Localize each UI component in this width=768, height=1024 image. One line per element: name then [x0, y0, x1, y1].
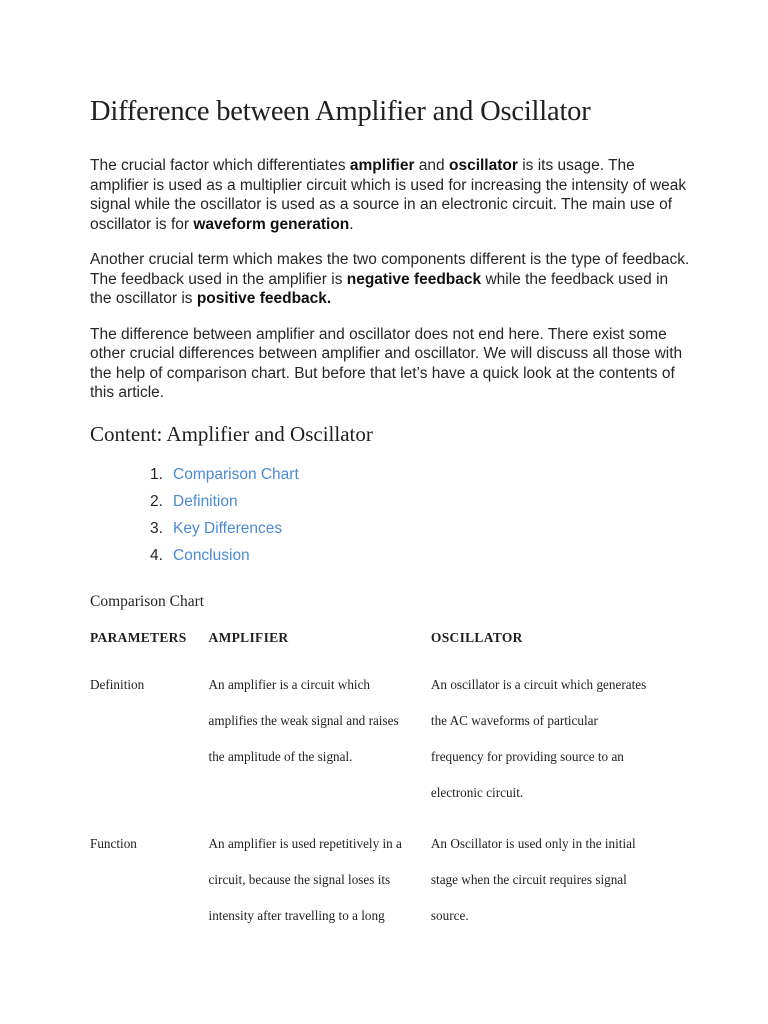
table-row: [90, 811, 690, 934]
text-run: Another crucial term which makes the two components different is the type of feedback. The feedback used in the amplifier is: [90, 251, 690, 288]
text-run: and: [414, 157, 449, 174]
page-title: Difference between Amplifier and Oscillator: [90, 96, 591, 127]
cell-line: amplifies the weak signal and raises: [208, 712, 399, 728]
comparison-chart-caption: Comparison Chart: [90, 592, 205, 610]
cell-line: electronic circuit.: [430, 784, 524, 800]
amplifier-cell: [209, 811, 431, 934]
parameter-cell: Function: [90, 835, 137, 851]
bold-term: positive feedback.: [196, 290, 332, 307]
bold-term: oscillator: [448, 157, 518, 174]
bold-term: negative feedback: [346, 270, 482, 288]
parameter-cell: Definition: [90, 676, 145, 692]
toc-number: 4.: [150, 546, 163, 564]
cell-line: the amplitude of the signal.: [208, 748, 353, 764]
toc-number: 3.: [150, 519, 163, 537]
intro-paragraph: [90, 156, 690, 234]
toc-link-definition[interactable]: Definition: [173, 492, 238, 510]
cell-line: source.: [430, 907, 469, 923]
toc-link-key-differences[interactable]: Key Differences: [173, 519, 283, 537]
oscillator-cell: [431, 652, 690, 811]
amplifier-cell: [209, 652, 431, 811]
toc-item: [150, 488, 690, 515]
article: [90, 92, 690, 934]
comparison-table: [90, 630, 690, 934]
toc-item: [150, 461, 690, 488]
oscillator-cell: [431, 811, 690, 934]
feedback-paragraph: [90, 250, 690, 309]
toc-link-comparison-chart[interactable]: Comparison Chart: [173, 465, 299, 483]
content-heading: Content: Amplifier and Oscillator: [90, 421, 373, 446]
table-row: [90, 652, 690, 811]
cell-line: intensity after travelling to a long: [208, 907, 385, 923]
text-run: is its usage. The amplifier is used as a multiplier circuit which is used for increasing the intensity of weak signal while the oscillator is used as a source in an electronic circuit. The main use of oscillator is for: [90, 157, 687, 233]
cell-line: the AC waveforms of particular: [430, 712, 598, 728]
cell-line: An oscillator is a circuit which generates: [430, 676, 647, 692]
bold-term: amplifier: [349, 157, 415, 174]
toc-item: [150, 515, 690, 542]
header-oscillator: OSCILLATOR: [430, 629, 523, 645]
text-run: while the feedback used in the oscillator is: [90, 270, 669, 307]
header-parameters: PARAMETERS: [90, 629, 187, 645]
text-run: .: [349, 215, 354, 233]
cell-line: frequency for providing source to an: [430, 748, 624, 764]
toc-number: 1.: [150, 465, 163, 483]
table-of-contents: [90, 461, 690, 569]
bold-term: waveform generation: [193, 215, 350, 233]
text-run: The crucial factor which differentiates: [90, 157, 350, 174]
cell-line: An amplifier is used repetitively in a: [208, 835, 402, 851]
cell-line: stage when the circuit requires signal: [430, 871, 627, 887]
cell-line: An amplifier is a circuit which: [208, 676, 371, 692]
toc-link-conclusion[interactable]: Conclusion: [173, 546, 250, 564]
toc-item: [150, 542, 690, 569]
header-amplifier: AMPLIFIER: [208, 629, 289, 645]
cell-line: An Oscillator is used only in the initial: [430, 835, 636, 851]
table-header-row: [90, 630, 690, 652]
toc-number: 2.: [150, 492, 163, 510]
overview-paragraph: The difference between amplifier and oscillator does not end here. There exist some other crucial differences between amplifier and oscillator. We will discuss all those with the help of comparison chart. But before that let’s have a quick look at the contents of this article.: [90, 325, 683, 401]
cell-line: circuit, because the signal loses its: [208, 871, 391, 887]
